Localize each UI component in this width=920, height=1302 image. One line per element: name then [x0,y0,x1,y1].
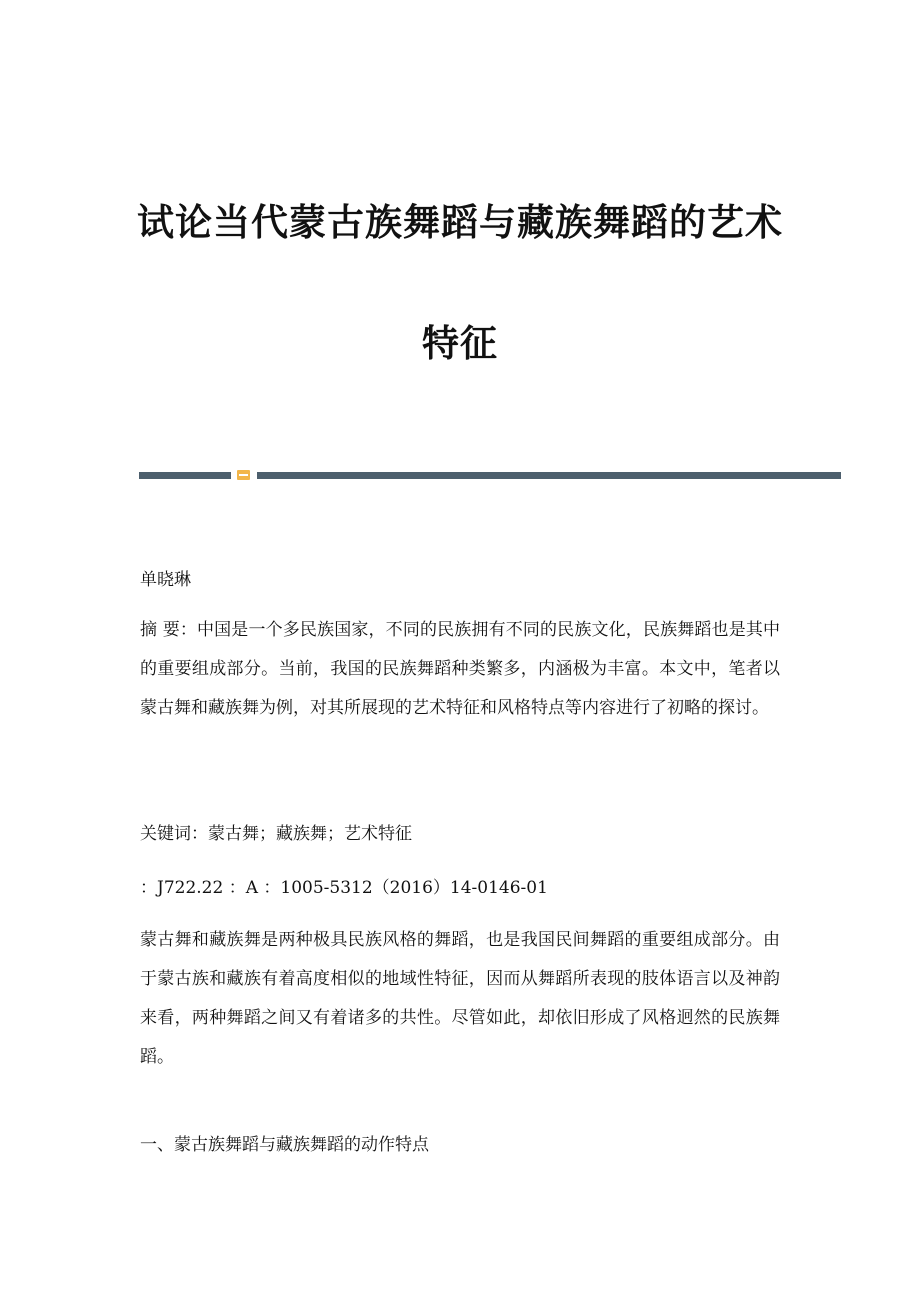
author-name: 单晓琳 [140,570,191,590]
divider-bar-right [257,472,841,479]
document-title-line-2: 特征 [422,321,498,365]
divider-ornament-icon [237,470,250,480]
title-divider [139,470,841,480]
body-paragraph: 蒙古舞和藏族舞是两种极具民族风格的舞蹈，也是我国民间舞蹈的重要组成部分。由于蒙古族和藏族有着高度相似的地域性特征，因而从舞蹈所表现的肢体语言以及神韵来看，两种舞蹈之间又有着诸多的共性。尽管如此，却依旧形成了风格迥然的民族舞蹈。 [140,930,780,1067]
divider-bar-left [139,472,231,479]
classification-line: ：J722.22 ：A ：1005-5312（2016）14-0146-01 [140,878,548,898]
abstract-paragraph: 摘 要：中国是一个多民族国家，不同的民族拥有不同的民族文化，民族舞蹈也是其中的重要组成部分。当前，我国的民族舞蹈种类繁多，内涵极为丰富。本文中，笔者以蒙古舞和藏族舞为例，对其所展现的艺术特征和风格特点等内容进行了初略的探讨。 [140,620,780,718]
document-title-line-1: 试论当代蒙古族舞蹈与藏族舞蹈的艺术 [137,200,783,244]
section-heading: 一、蒙古族舞蹈与藏族舞蹈的动作特点 [140,1135,429,1155]
keywords-line: 关键词：蒙古舞；藏族舞；艺术特征 [140,824,412,844]
